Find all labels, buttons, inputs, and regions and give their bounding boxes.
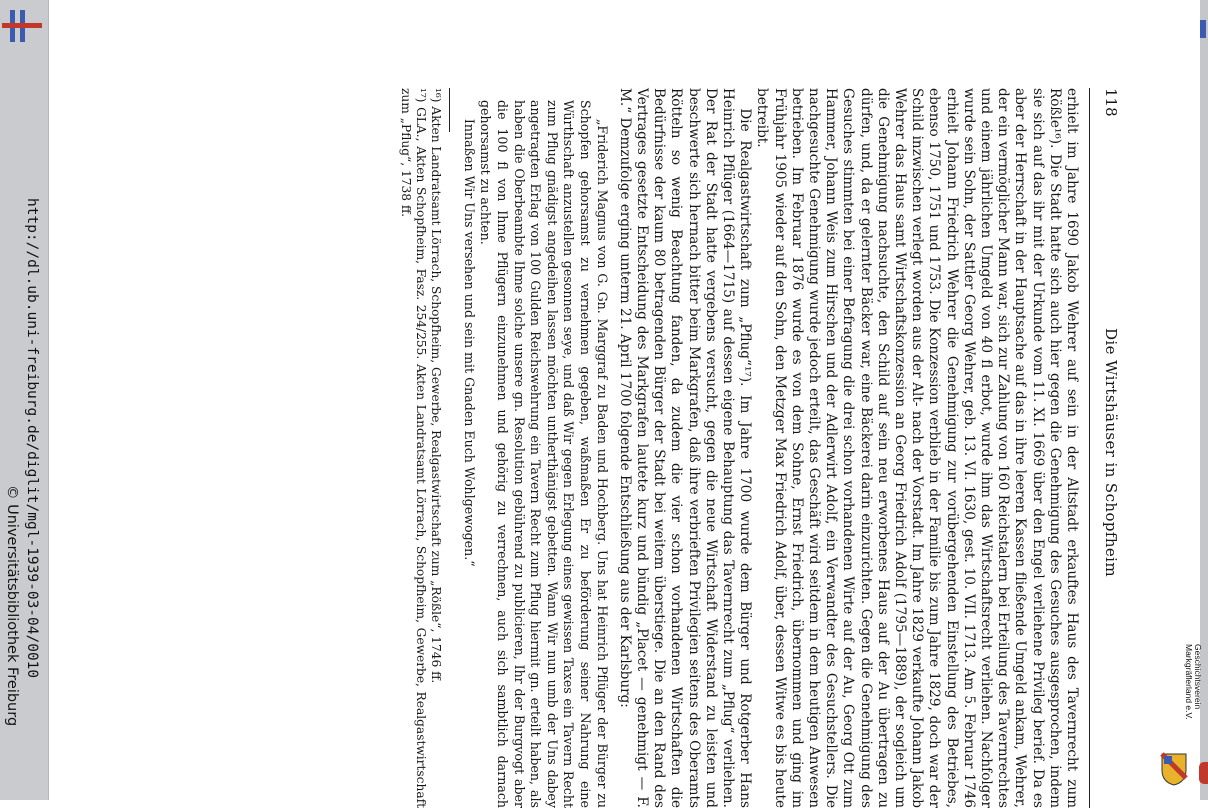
footnote-divider [449, 88, 450, 132]
society-name: Geschichtsverein [1193, 644, 1203, 710]
footnotes [398, 88, 443, 808]
running-head [1089, 88, 1120, 808]
footnote: ¹⁶) Akten Landratsamt Lörrach, Schopfheim, Gewerbe, Realgastwirtschaft zum „Rößle“, 1746 ff. [429, 88, 444, 684]
body-text [398, 88, 1080, 808]
source-url-link[interactable]: http://dl.ub.uni-freiburg.de/diglit/mgl-1939-03-04/0010 [24, 198, 40, 679]
society-subname: Markgräflerland e.V. [1184, 644, 1194, 720]
page-marker-icon [1200, 20, 1206, 38]
page-number: 118 [1102, 88, 1120, 117]
university-library-logo-icon [2, 6, 42, 46]
paragraph: Die Realgastwirtschaft zum „Pflug“¹⁷). Im Jahre 1700 wurde dem Bürger und Rotgerber Hans Heinrich Pflüger (1664—1715) auf dessen eigene Behauptung das Tavernrecht zum „Pflug“ verliehen. Der Rat der Stadt hatte vergebens versucht, gegen die neue Wirtschaft Widerstand zu leisten und beschwerte sich hernach bitter beim Markgrafen, daß ihre verbrieften Privilegien seitens des Oberamts Rötteln so wenig Beachtung fanden, da zudem die vier schon vorhandenen Wirtschaften die Bedürfnisse der kaum 80 betragenden Bürger der Stadt bei weitem überstiege. Die an den Rand des Vertrages gesetzte Entscheidung des Markgrafen lautete kurz und bündig „Placet — genehmigt — F. M.“ Demzufolge erging unterm 21. April 1700 folgende Entschließung aus der Karlsburg: [616, 88, 754, 808]
paragraph: erhielt im Jahre 1690 Jakob Wehrer auf sein in der Altstadt erkauftes Haus des Tavernrecht zum Rößle¹⁶). Die Stadt hatte sich auch hier gegen die Genehmigung des Gesuches ausgesprochen, indem sie sich auf das ihr mit der Urkunde vom 11. XI. 1669 über den Engel verliehene Privileg berief. Da es aber der Herrschaft in der Hauptsache auf das in ihre leeren Kassen fließende Umgeld ankam, Wehrer, der ein vermöglicher Mann war, sich zur Zahlung von 160 Reichstalern bei Erteilung des Tavernrechtes und einem jährlichen Umgeld von 40 fl erbot, wurde ihm das Wirtschaftsrecht verliehen. Nachfolger wurde sein Sohn, der Sattler Georg Wehrer, geb. 13. VI. 1630, gest. 10. VII. 1713. Am 5. Februar 1746 erhielt Johann Friedrich Wehrer die Genehmigung zur vorübergehenden Einstellung des Betriebes, ebenso 1750, 1751 und 1753. Die Konzession verblieb in der Familie bis zum Jahre 1829, doch war der Schild inzwischen verlegt worden aus der Alt- nach der Vorstadt. Im Jahre 1829 verkaufte Johann Jakob Wehrer das Haus samt Wirtschaftskonzession an Georg Friedrich Adolf (1795—1889), der sogleich um die Genehmigung nachsuchte, den Schild auf sein neu erworbenes Haus auf der Au übertragen zu dürfen, und, da er gelernter Bäcker war, eine Bäckerei darin einzurichten. Gegen die Genehmigung des Gesuches stimmten bei einer Befragung die drei schon vorhandenen Wirte auf der Au, Georg Ott zum Hammer, Johann Weis zum Hirschen und der Adlerwirt Adolf, ein Verwandter des Gesuchstellers. Die nachgesuchte Genehmigung wurde jedoch erteilt, das Geschäft wird seitdem in dem heutigen Anwesen betrieben. Im Februar 1876 wurde es von dem Sohne, Ernst Friedrich, übernommen und ging im Frühjahr 1905 wieder auf den Sohn, den Metzger Max Friedrich Adolf, über, dessen Witwe es bis heute betreibt. [754, 88, 1080, 808]
viewer-divider [48, 0, 49, 800]
footnote: ¹⁷) GLA., Akten Schopfheim, Fasz. 254/255. Akten Landratsamt Lörrach, Schopfheim, Gewerbe, Realgastwirtschaft zum „Pflug“, 1738 ff. [399, 88, 429, 808]
book-page [130, 88, 1120, 808]
coat-of-arms-icon [1160, 752, 1188, 786]
running-title: Die Wirtshäuser in Schopfheim [1102, 328, 1120, 577]
quote-paragraph: Innaßen Wir Uns versehen und sein mit Gnaden Euch Wohlgewogen.“ [461, 118, 477, 567]
copyright-label: © Universitätsbibliothek Freiburg [4, 485, 20, 727]
quote-paragraph: „Friderich Magnus von G. Gn. Marggraf zu Baden und Hochberg. Uns hat Heinrich Pflüger der Bürger zu Schopfen gehorsamst zu vernehmen gegeben, waßmaßen Er zu beförderung seiner Nahrung eine Würthschaft anzustellen gesonnen seye, und daß Wir gegen Erlegung eines gewissen Taxes ein Tavern Recht zum Pflug gnädigst angedeihen lassen möchten untherthänigst gebetten. Wann Wir nun umb der Uns dabey angetragten Erlag von 100 Gulden Reichswehrung ein Tavern Recht zum Pflug hiermit gn. erteilt haben, als haben die Oberbeambte Ihme solche unsere gn. Resolution gebührend zu publicieren, Ihr der Burgvogt aber die 100 fl von Ihme Pflügern einzunehmen und gehörig zu verrechnen, auch sich sambtlich darnach gehorsamst zu achten. [478, 100, 610, 808]
decree-quote [460, 88, 609, 808]
